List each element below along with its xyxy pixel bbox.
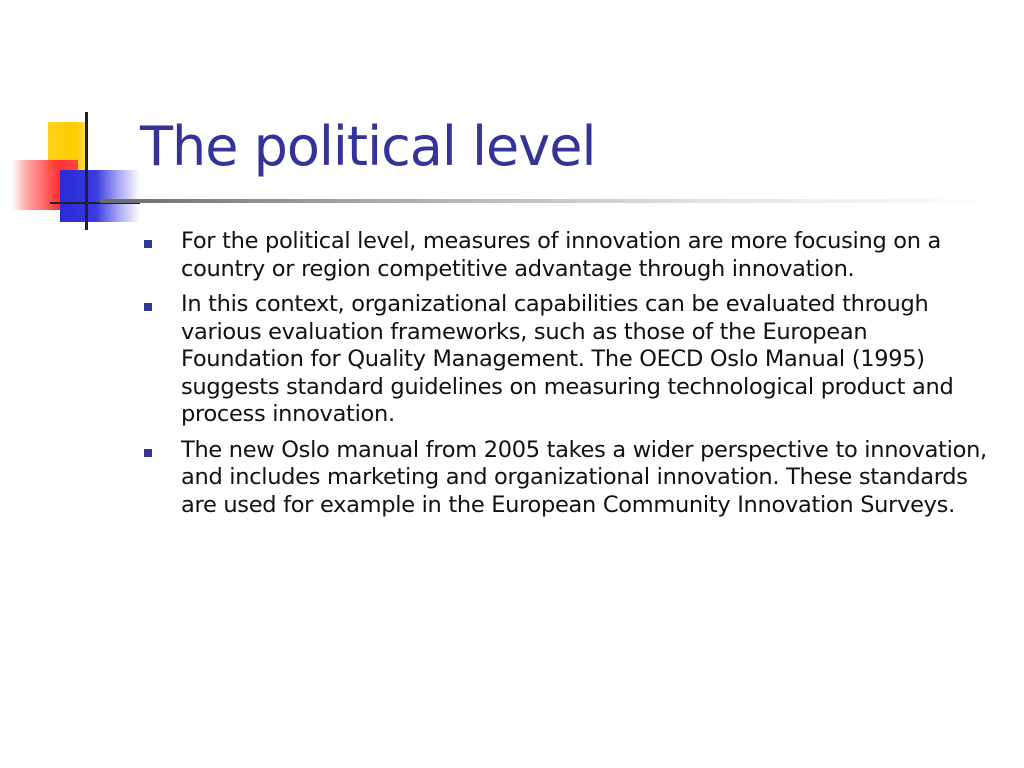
square-bullet-icon [144, 303, 152, 311]
bullet-item [140, 291, 990, 429]
square-bullet-icon [144, 240, 152, 248]
bullet-text: In this context, organizational capabilities can be evaluated through various evaluation frameworks, such as those of the European Foundation for Quality Management. The OECD Oslo Manual (1995) suggests standard guidelines on measuring technological product and process innovation. [181, 291, 954, 427]
bullet-item [140, 228, 990, 283]
bullet-item [140, 437, 990, 520]
decorative-blue-square [60, 170, 140, 222]
slide-title: The political level [140, 115, 596, 178]
square-bullet-icon [144, 449, 152, 457]
bullet-list [140, 228, 990, 527]
bullet-text: The new Oslo manual from 2005 takes a wider perspective to innovation, and includes marketing and organizational innovation. These standards are used for example in the European Community Innovation Surveys. [181, 436, 987, 518]
decorative-vertical-line [85, 112, 88, 230]
title-underline [100, 199, 1000, 203]
bullet-text: For the political level, measures of innovation are more focusing on a country or region competitive advantage through innovation. [181, 228, 942, 282]
